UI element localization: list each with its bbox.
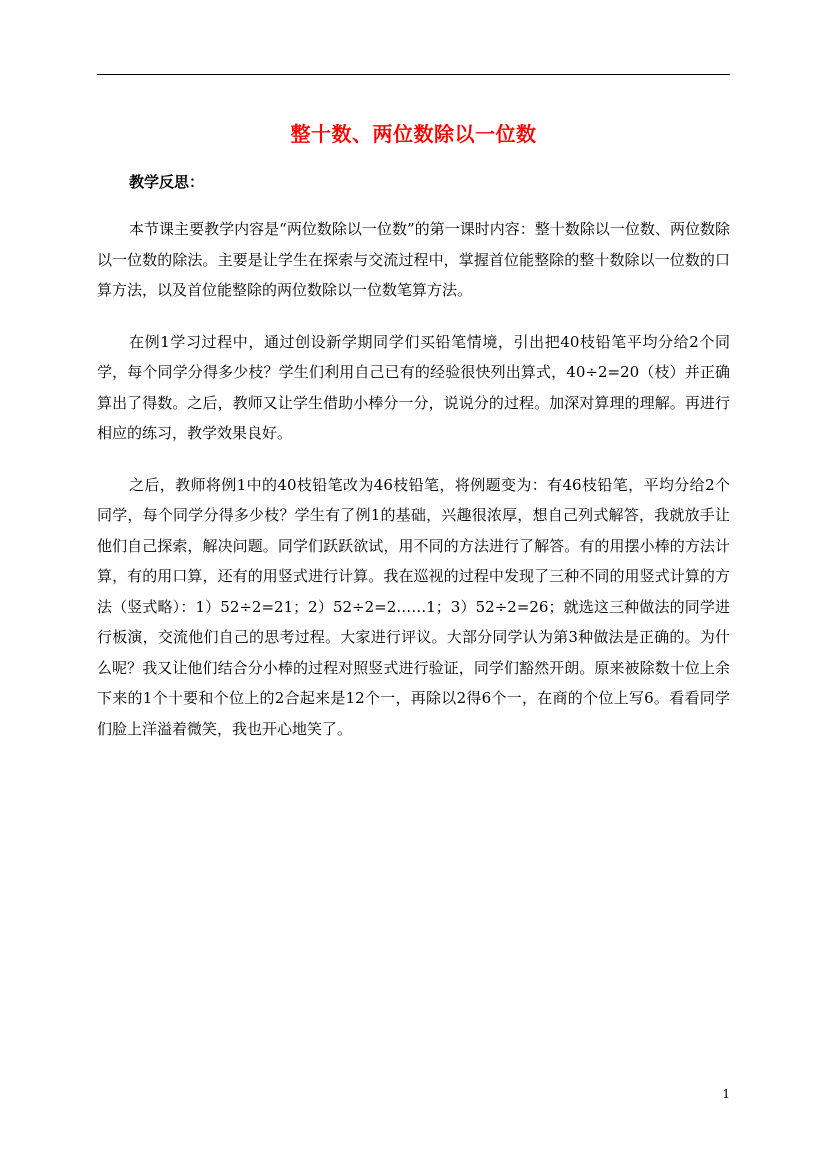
- paragraph: 在例1学习过程中，通过创设新学期同学们买铅笔情境，引出把40枝铅笔平均分给2个同学，每个同学分得多少枝？学生们利用自己已有的经验很快列出算式，40÷2=20（枝）并正确算出了得数。之后，教师又让学生借助小棒分一分，说说分的过程。加深对算理的理解。再进行相应的练习，教学效果良好。: [97, 332, 730, 442]
- document-body: [97, 214, 730, 765]
- paragraph: 本节课主要教学内容是“两位数除以一位数”的第一课时内容：整十数除以一位数、两位数除以一位数的除法。主要是让学生在探索与交流过程中，掌握首位能整除的整十数除以一位数的口算方法，以及首位能整除的两位数除以一位数笔算方法。: [97, 220, 730, 299]
- page-number: 1: [722, 1087, 730, 1101]
- header-rule: [97, 74, 730, 75]
- section-heading: 教学反思：: [129, 173, 205, 191]
- paragraph: 之后，教师将例1中的40枝铅笔改为46枝铅笔，将例题变为：有46枝铅笔，平均分给2个同学，每个同学分得多少枝？学生有了例1的基础，兴趣很浓厚，想自己列式解答，我就放手让他们自己探索，解决问题。同学们跃跃欲试，用不同的方法进行了解答。有的用摆小棒的方法计算，有的用口算，还有的用竖式进行计算。我在巡视的过程中发现了三种不同的用竖式计算的方法（竖式略）：1）52÷2=21；2）52÷2=2……1；3）52÷2=26；就选这三种做法的同学进行板演，交流他们自己的思考过程。大家进行评议。大部分同学认为第3种做法是正确的。为什么呢？我又让他们结合分小棒的过程对照竖式进行验证，同学们豁然开朗。原来被除数十位上余下来的1个十要和个位上的2合起来是12个一，再除以2得6个一，在商的个位上写6。看看同学们脸上洋溢着微笑，我也开心地笑了。: [97, 475, 730, 738]
- document-title: 整十数、两位数除以一位数: [290, 122, 537, 146]
